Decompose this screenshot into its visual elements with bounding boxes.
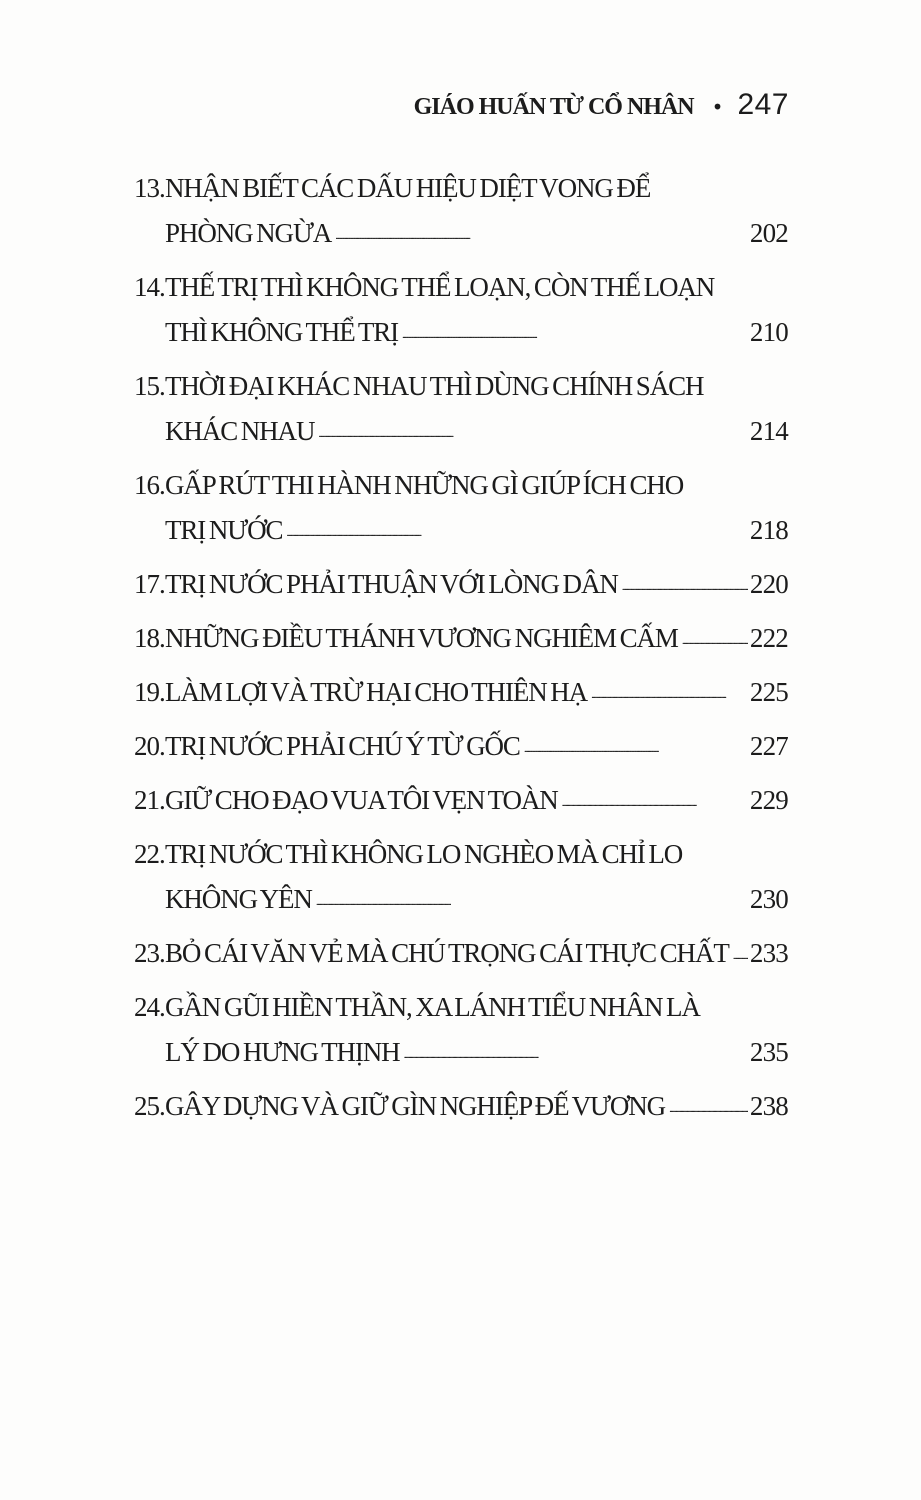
toc-entry-continuation <box>134 310 788 355</box>
toc-entry-line <box>134 265 788 310</box>
toc-entry-title: TRỊ NƯỚC <box>165 515 283 545</box>
toc-entry-page: 218 <box>749 515 788 545</box>
toc-entry-number: 19. <box>134 677 165 707</box>
toc-entry-page: 220 <box>749 569 788 599</box>
toc-entry-line <box>134 166 788 211</box>
toc-entry[interactable] <box>134 265 788 355</box>
dot-leader <box>562 782 748 809</box>
toc-entry-number: 20. <box>134 731 165 761</box>
toc-entry-line <box>134 463 788 508</box>
toc-entry-title: THỜI ĐẠI KHÁC NHAU THÌ DÙNG CHÍNH SÁCH <box>165 371 704 401</box>
running-head <box>414 88 789 122</box>
toc-entry-continuation <box>134 211 788 256</box>
toc-entry-page: 229 <box>749 785 788 815</box>
toc-entry-number: 24. <box>134 992 165 1022</box>
toc-entry-page: 214 <box>749 416 788 446</box>
toc-entry-line <box>134 931 788 976</box>
toc-entry-line <box>134 616 788 661</box>
toc-entry-continuation <box>134 508 788 553</box>
toc-entry-title: GÂY DỰNG VÀ GIỮ GÌN NGHIỆP ĐẾ VƯƠNG <box>165 1091 666 1121</box>
dot-leader <box>404 1034 748 1061</box>
toc-entry[interactable] <box>134 778 788 823</box>
toc-entry-line <box>134 778 788 823</box>
toc-entry[interactable] <box>134 166 788 256</box>
table-of-contents <box>134 166 788 1138</box>
toc-entry-title: KHÁC NHAU <box>165 416 315 446</box>
toc-entry-number: 18. <box>134 623 165 653</box>
toc-entry-title: THÌ KHÔNG THỂ TRỊ <box>165 317 399 347</box>
toc-entry-title: PHÒNG NGỪA <box>165 218 332 248</box>
dot-leader <box>286 512 747 539</box>
dot-leader <box>733 935 748 962</box>
toc-entry[interactable] <box>134 616 788 661</box>
toc-entry-title: THẾ TRỊ THÌ KHÔNG THỂ LOẠN, CÒN THẾ LOẠN <box>165 272 715 302</box>
toc-entry-number: 13. <box>134 173 165 203</box>
toc-entry-number: 23. <box>134 938 165 968</box>
toc-entry-page: 233 <box>749 938 788 968</box>
toc-entry-page: 235 <box>749 1037 788 1067</box>
toc-entry-line <box>134 562 788 607</box>
dot-leader <box>669 1088 748 1115</box>
dot-leader <box>318 413 748 440</box>
toc-entry-number: 21. <box>134 785 165 815</box>
toc-entry-line <box>134 985 788 1030</box>
toc-entry-page: 225 <box>749 677 788 707</box>
toc-entry-number: 17. <box>134 569 165 599</box>
toc-entry-page: 230 <box>749 884 788 914</box>
toc-entry-continuation <box>134 1030 788 1075</box>
toc-entry-title: TRỊ NƯỚC THÌ KHÔNG LO NGHÈO MÀ CHỈ LO <box>165 839 683 869</box>
page-number: 247 <box>737 88 789 121</box>
toc-entry[interactable] <box>134 562 788 607</box>
toc-entry-title: GẦN GŨI HIỀN THẦN, XA LÁNH TIỂU NHÂN LÀ <box>165 992 700 1022</box>
toc-entry-number: 16. <box>134 470 165 500</box>
toc-entry-page: 202 <box>749 218 788 248</box>
toc-entry[interactable] <box>134 463 788 553</box>
toc-entry-page: 238 <box>749 1091 788 1121</box>
toc-entry-line <box>134 832 788 877</box>
dot-leader <box>622 566 748 593</box>
toc-entry-title: GIỮ CHO ĐẠO VUA TÔI VẸN TOÀN <box>165 785 558 815</box>
toc-entry-title: LÝ DO HƯNG THỊNH <box>165 1037 400 1067</box>
book-title: GIÁO HUẤN TỪ CỔ NHÂN <box>413 94 694 120</box>
toc-entry-number: 25. <box>134 1091 165 1121</box>
toc-entry-title: BỎ CÁI VĂN VẺ MÀ CHÚ TRỌNG CÁI THỰC CHẤT <box>165 938 729 968</box>
toc-entry-page: 210 <box>749 317 788 347</box>
dot-leader <box>316 881 748 908</box>
toc-entry-number: 22. <box>134 839 165 869</box>
dot-leader <box>402 314 748 341</box>
toc-entry-line <box>134 1084 788 1129</box>
toc-entry-title: KHÔNG YÊN <box>165 884 312 914</box>
toc-entry-line <box>134 724 788 769</box>
toc-entry[interactable] <box>134 364 788 454</box>
toc-entry-continuation <box>134 877 788 922</box>
toc-entry-number: 15. <box>134 371 165 401</box>
toc-entry-title: GẤP RÚT THI HÀNH NHỮNG GÌ GIÚP ÍCH CHO <box>165 470 684 500</box>
toc-entry-title: LÀM LỢI VÀ TRỪ HẠI CHO THIÊN HẠ <box>165 677 588 707</box>
toc-entry-title: TRỊ NƯỚC PHẢI THUẬN VỚI LÒNG DÂN <box>165 569 618 599</box>
toc-entry[interactable] <box>134 931 788 976</box>
toc-entry-number: 14. <box>134 272 165 302</box>
toc-entry-page: 227 <box>749 731 788 761</box>
toc-entry[interactable] <box>134 1084 788 1129</box>
dot-leader <box>335 215 748 242</box>
toc-entry-continuation <box>134 409 788 454</box>
toc-entry[interactable] <box>134 724 788 769</box>
dot-leader <box>524 728 748 755</box>
toc-entry-page: 222 <box>749 623 788 653</box>
toc-entry[interactable] <box>134 670 788 715</box>
dot-leader <box>682 620 748 647</box>
toc-entry[interactable] <box>134 985 788 1075</box>
toc-entry-title: TRỊ NƯỚC PHẢI CHÚ Ý TỪ GỐC <box>165 731 520 761</box>
toc-entry-title: NHẬN BIẾT CÁC DẤU HIỆU DIỆT VONG ĐỂ <box>165 173 651 203</box>
toc-entry-line <box>134 670 788 715</box>
toc-entry-line <box>134 364 788 409</box>
toc-entry-title: NHỮNG ĐIỀU THÁNH VƯƠNG NGHIÊM CẤM <box>165 623 678 653</box>
toc-entry[interactable] <box>134 832 788 922</box>
bullet-separator: • <box>711 95 724 119</box>
dot-leader <box>591 674 748 701</box>
